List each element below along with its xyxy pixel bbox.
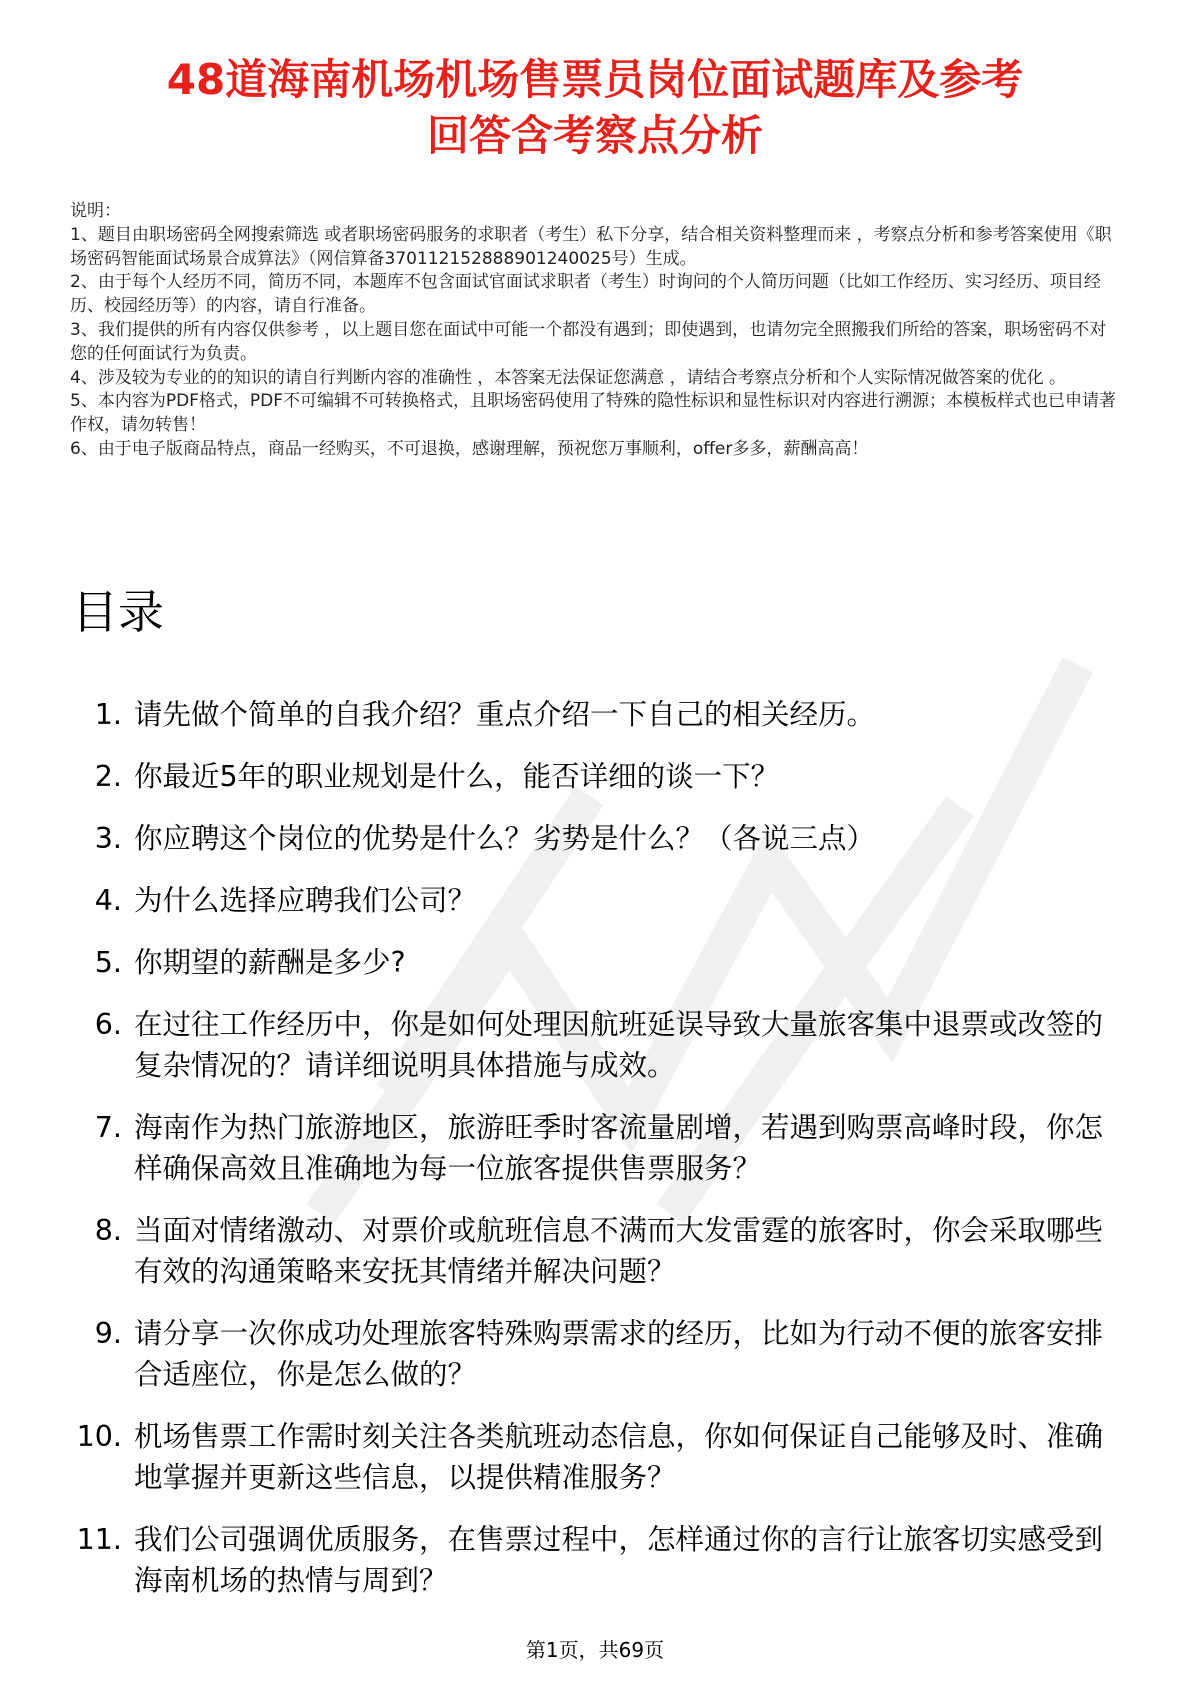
page-title (70, 52, 1120, 164)
note-item: 5、本内容为PDF格式，PDF不可编辑不可转换格式，且职场密码使用了特殊的隐性标识和显性标识对内容进行溯源；本模板样式也已申请著作权，请勿转售！ (70, 391, 1117, 436)
toc-item[interactable] (70, 818, 1120, 859)
toc-item[interactable] (70, 1107, 1120, 1189)
toc-item[interactable] (70, 1519, 1120, 1601)
toc-item-number: 1. (94, 698, 122, 731)
toc-item-text: 你应聘这个岗位的优势是什么？劣势是什么？（各说三点） (134, 822, 876, 855)
notes-heading: 说明： (70, 201, 121, 221)
toc-item-number: 9. (94, 1317, 122, 1350)
toc-item[interactable] (70, 942, 1120, 983)
toc-item-number: 7. (94, 1111, 122, 1144)
note-item: 2、由于每个人经历不同，简历不同，本题库不包含面试官面试求职者（考生）时询问的个人简历问题（比如工作经历、实习经历、项目经历、校园经历等）的内容，请自行准备。 (70, 272, 1101, 317)
toc-item-number: 10. (76, 1420, 122, 1453)
toc-list (70, 694, 1120, 1622)
toc-item-text: 海南作为热门旅游地区，旅游旺季时客流量剧增，若遇到购票高峰时段，你怎样确保高效且准确地为每一位旅客提供售票服务？ (134, 1111, 1104, 1185)
toc-item[interactable] (70, 1313, 1120, 1395)
title-line-2: 回答含考察点分析 (426, 111, 763, 160)
toc-item[interactable] (70, 1004, 1120, 1086)
note-item: 6、由于电子版商品特点，商品一经购买，不可退换，感谢理解，预祝您万事顺利，offer多多，薪酬高高！ (70, 438, 869, 459)
toc-item-number: 11. (76, 1523, 122, 1556)
toc-item-text: 你最近5年的职业规划是什么，能否详细的谈一下？ (134, 760, 780, 793)
toc-item[interactable] (70, 756, 1120, 797)
toc-item-number: 2. (94, 760, 122, 793)
toc-item-text: 当面对情绪激动、对票价或航班信息不满而大发雷霆的旅客时，你会采取哪些有效的沟通策略来安抚其情绪并解决问题？ (134, 1214, 1104, 1288)
toc-item[interactable] (70, 1416, 1120, 1498)
note-item: 3、我们提供的所有内容仅供参考 ，以上题目您在面试中可能一个都没有遇到；即使遇到，也请勿完全照搬我们所给的答案，职场密码不对您的任何面试行为负责。 (70, 319, 1107, 364)
toc-item-number: 6. (94, 1008, 122, 1041)
toc-item[interactable] (70, 1210, 1120, 1292)
toc-item-number: 5. (94, 946, 122, 979)
title-line-1: 48道海南机场机场售票员岗位面试题库及参考 (166, 55, 1024, 104)
note-item: 1、题目由职场密码全网搜索筛选 或者职场密码服务的求职者（考生）私下分享，结合相关资料整理而来 ，考察点分析和参考答案使用《职场密码智能面试场景合成算法》（网信算备370112152888901240025号）生成。 (70, 224, 1112, 269)
toc-item-text: 为什么选择应聘我们公司？ (134, 884, 477, 917)
toc-item[interactable] (70, 694, 1120, 735)
notes-section (70, 200, 1120, 462)
toc-item-number: 8. (94, 1214, 122, 1247)
note-item: 4、涉及较为专业的的知识的请自行判断内容的准确性 ，本答案无法保证您满意 ，请结合考察点分析和个人实际情况做答案的优化 。 (70, 367, 1067, 388)
toc-heading: 目录 (72, 585, 164, 639)
toc-item-text: 在过往工作经历中，你是如何处理因航班延误导致大量旅客集中退票或改签的复杂情况的？请详细说明具体措施与成效。 (134, 1008, 1104, 1082)
toc-item-text: 请先做个简单的自我介绍？重点介绍一下自己的相关经历。 (134, 698, 876, 731)
toc-item-text: 请分享一次你成功处理旅客特殊购票需求的经历，比如为行动不便的旅客安排合适座位，你是怎么做的？ (134, 1317, 1104, 1391)
toc-item-text: 我们公司强调优质服务，在售票过程中，怎样通过你的言行让旅客切实感受到海南机场的热情与周到？ (134, 1523, 1104, 1597)
toc-item-number: 4. (94, 884, 122, 917)
toc-item-text: 机场售票工作需时刻关注各类航班动态信息，你如何保证自己能够及时、准确地掌握并更新这些信息，以提供精准服务？ (134, 1420, 1104, 1494)
page-footer: 第1页，共69页 (525, 1638, 665, 1662)
toc-item-text: 你期望的薪酬是多少? (134, 946, 406, 979)
toc-item[interactable] (70, 880, 1120, 921)
toc-item-number: 3. (94, 822, 122, 855)
